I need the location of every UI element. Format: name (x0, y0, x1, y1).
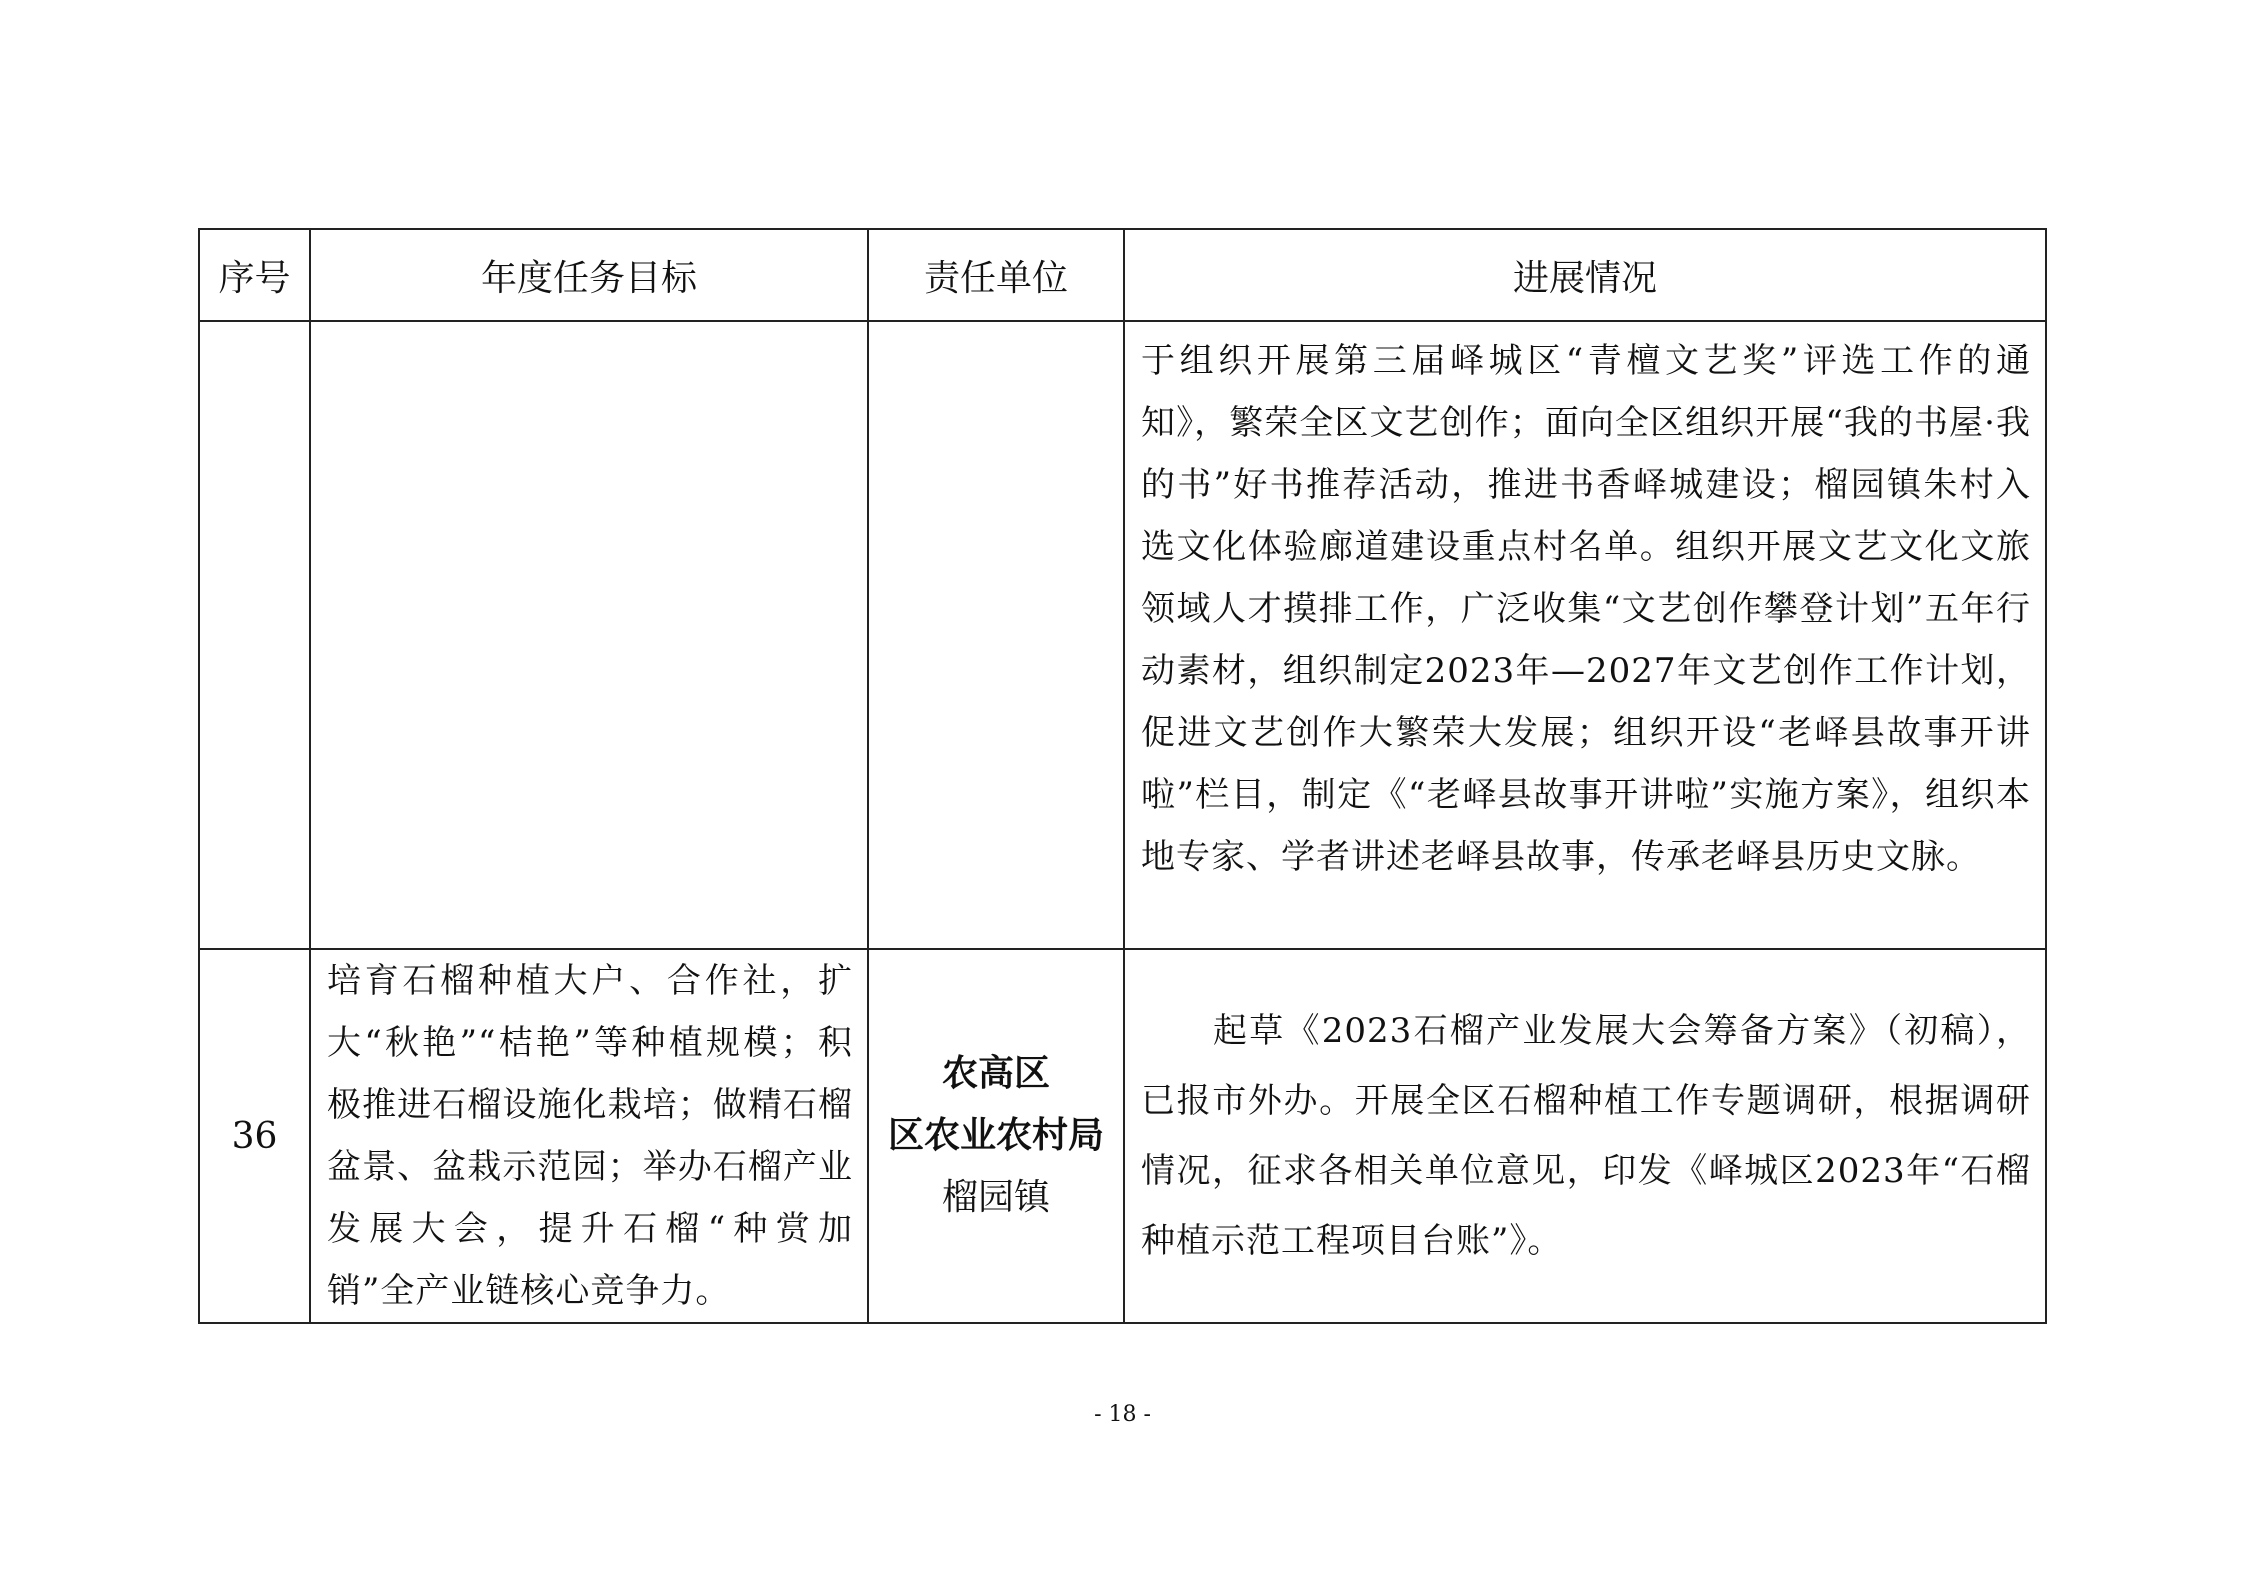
unit-tertiary: 榴园镇 (941, 1177, 1050, 1218)
table-header-row (199, 229, 2046, 321)
progress-text: 于组织开展第三届峄城区“青檀文艺奖”评选工作的通知》，繁荣全区文艺创作；面向全区组织开展“我的书屋·我的书”好书推荐活动，推进书香峄城建设；榴园镇朱村入选文化体验廊道建设重点村名单。组织开展文艺文化文旅领域人才摸排工作，广泛收集“文艺创作攀登计划”五年行动素材，组织制定2023年—2027年文艺创作工作计划，促进文艺创作大繁荣大发展；组织开设“老峄县故事开讲啦”栏目，制定《“老峄县故事开讲啦”实施方案》，组织本地专家、学者讲述老峄县故事，传承老峄县历史文脉。 (1141, 341, 2031, 877)
page-number: - 18 - (1094, 1402, 1151, 1427)
table-row (199, 321, 2046, 949)
unit-primary: 农高区 (941, 1053, 1050, 1094)
progress-text: 起草《2023石榴产业发展大会筹备方案》（初稿），已报市外办。开展全区石榴种植工作专题调研，根据调研情况，征求各相关单位意见，印发《峄城区2023年“石榴种植示范工程项目台账”》。 (1141, 1011, 2031, 1261)
task-progress-table (198, 228, 2047, 1324)
task-text: 培育石榴种植大户、合作社，扩大“秋艳”“桔艳”等种植规模；积极推进石榴设施化栽培；做精石榴盆景、盆栽示范园；举办石榴产业发展大会，提升石榴“种赏加销”全产业链核心竞争力。 (327, 961, 853, 1311)
task-cell (310, 949, 868, 1323)
header-progress: 进展情况 (1124, 229, 2046, 321)
header-unit: 责任单位 (868, 229, 1124, 321)
progress-cell (1124, 321, 2046, 949)
table-row (199, 949, 2046, 1323)
header-task: 年度任务目标 (310, 229, 868, 321)
unit-cell (868, 949, 1124, 1323)
header-seq: 序号 (199, 229, 310, 321)
progress-cell (1124, 949, 2046, 1323)
task-cell (310, 321, 868, 949)
seq-cell: 36 (199, 949, 310, 1323)
unit-cell (868, 321, 1124, 949)
unit-secondary: 区农业农村局 (887, 1115, 1104, 1156)
seq-cell (199, 321, 310, 949)
